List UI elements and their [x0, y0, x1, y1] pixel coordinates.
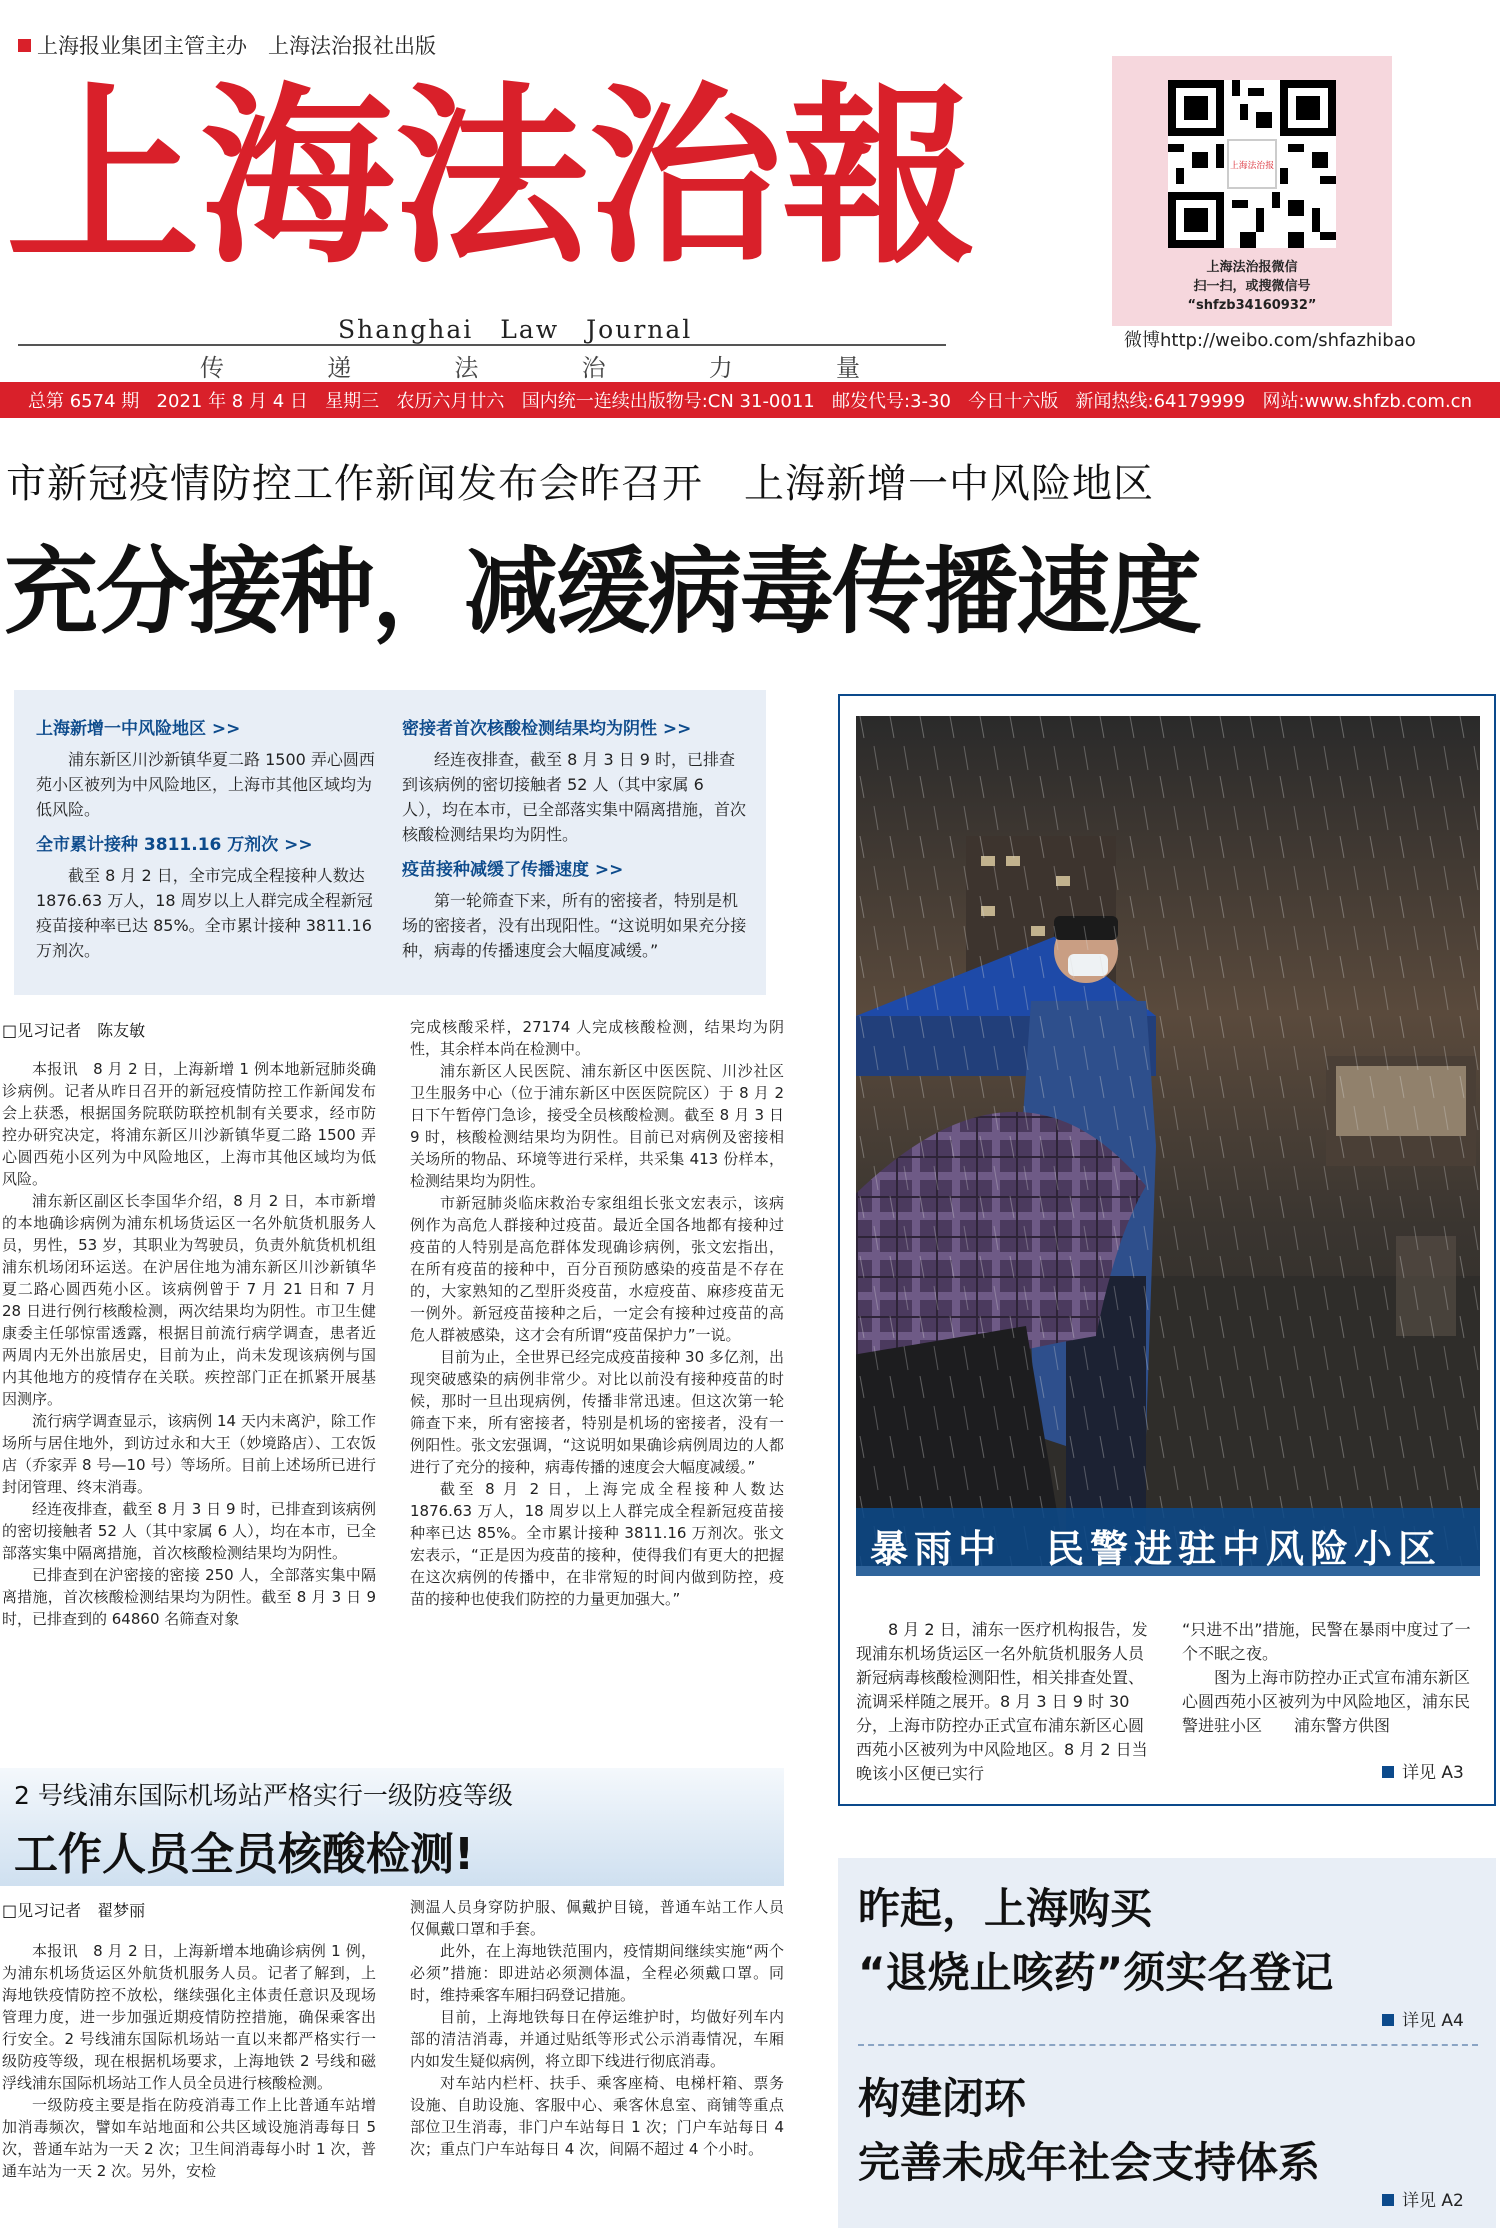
summary-heading[interactable]: 全市累计接种 3811.16 万剂次 >>: [36, 835, 313, 855]
square-bullet-icon: [1382, 2194, 1394, 2206]
slogan-char: 传: [200, 354, 224, 382]
masthead-slogan: [200, 348, 860, 383]
lead-kicker: 市新冠疫情防控工作新闻发布会昨召开 上海新增一中风险地区: [6, 461, 1154, 507]
paragraph: 浦东新区人民医院、浦东新区中医医院、川沙社区卫生服务中心（位于浦东新区中医医院院区）于 8 月 2 日下午暂停门急诊，接受全员核酸检测。截至 8 月 3 日 9 时，核酸检测结果均为阴性。目前已对病例及密接相关场所的物品、环境等进行采样，共采集 413 份样本，检测结果均为阴性。: [410, 1062, 784, 1190]
article1-col2: [410, 1016, 784, 1754]
paragraph: 测温人员身穿防护服、佩戴护目镜，普通车站工作人员仅佩戴口罩和手套。: [410, 1898, 784, 1938]
slogan-char: 递: [327, 354, 352, 382]
article1-byline: □见习记者 陈友敏: [2, 1021, 146, 1040]
article1-col1: [2, 1058, 376, 1754]
qr-logo: 上海法治报: [1230, 161, 1274, 171]
summary-text: 浦东新区川沙新镇华夏二路 1500 弄心圆西苑小区被列为中风险地区，上海市其他区域均为低风险。: [36, 750, 375, 819]
paragraph: 浦东新区副区长李国华介绍，8 月 2 日，本市新增的本地确诊病例为浦东机场货运区一名外航货机服务人员，男性，53 岁，其职业为驾驶员，负责外航货机机组浦东机场闭环运送。在沪居住地为浦东新区川沙新镇华夏二路心圆西苑小区。该病例曾于 7 月 21 日和 7 月 28 日进行例行核酸检测，两次结果均为阴性。市卫生健康委主任邬惊雷透露，根据目前流行病学调查，患者近两周内无外出旅居史，目前为止，尚未发现该病例与国内其他地方的疫情存在关联。疾控部门正在抓紧开展基因测序。: [2, 1192, 376, 1408]
square-bullet-icon: [1382, 1766, 1394, 1778]
lunar-date: 农历六月廿六: [396, 391, 505, 412]
weibo-link[interactable]: 微博http://weibo.com/shfazhibao: [1124, 330, 1416, 351]
paragraph: 完成核酸采样，27174 人完成核酸检测，结果均为阴性，其余样本尚在检测中。: [410, 1018, 784, 1058]
summary-box: [14, 690, 766, 995]
publisher-line: 上海报业集团主管主办 上海法治报社出版: [18, 30, 436, 60]
paragraph: 截至 8 月 2 日，上海完成全程接种人数达 1876.63 万人，18 周岁以上人群完成全程新冠疫苗接种率已达 85%。全市累计接种 3811.16 万剂次。张文宏表示，“正是因为疫苗的接种，使得我们有更大的把握在这次病例的传播中，在非常短的时间内做到防控，疫苗的接种也使我们防控的力量更加强大。”: [410, 1480, 784, 1608]
masthead-title-text: 上海法治報: [6, 65, 976, 290]
story2-title-line1[interactable]: 构建闭环: [858, 2074, 1027, 2123]
summary-heading[interactable]: 疫苗接种减缓了传播速度 >>: [402, 860, 624, 880]
slogan-char: 量: [835, 354, 860, 382]
article2-byline: □见习记者 翟梦丽: [2, 1901, 146, 1920]
paragraph: 已排查到在沪密接的密接 250 人，全部落实集中隔离措施，首次核酸检测结果均为阴性。截至 8 月 3 日 9 时，已排查到的 64860 名筛查对象: [2, 1566, 376, 1628]
story2-title-line2[interactable]: 完善未成年社会支持体系: [858, 2138, 1321, 2187]
see-page-a3[interactable]: 详见 A3: [1382, 1758, 1464, 1783]
masthead-english: Shanghai Law Journal: [338, 315, 693, 344]
photo-police-in-rain: [856, 716, 1480, 1566]
story1-title-line2[interactable]: “退烧止咳药”须实名登记: [858, 1948, 1334, 1997]
summary-text: 第一轮筛查下来，所有的密接者，特别是机场的密接者，没有出现阳性。“这说明如果充分接种，病毒的传播速度会大幅度减缓。”: [402, 891, 747, 960]
paragraph: 对车站内栏杆、扶手、乘客座椅、电梯杆箱、票务设施、自助设施、客服中心、乘客休息室、商铺等重点部位卫生消毒，非门户车站每日 1 次；门户车站每日 4 次；重点门户车站每日 4 次，间隔不超过 4 个小时。: [410, 2074, 784, 2158]
paragraph: 此外，在上海地铁范围内，疫情期间继续实施“两个必须”措施：即进站必须测体温，全程必须戴口罩。同时，维持乘客车厢扫码登记措施。: [410, 1942, 784, 2004]
paragraph: 市新冠肺炎临床救治专家组组长张文宏表示，该病例作为高危人群接种过疫苗。最近全国各地都有接种过疫苗的人特别是高危群体发现确诊病例，张文宏指出，在所有疫苗的接种中，百分百预防感染的疫苗是不存在的，大家熟知的乙型肝炎疫苗，水痘疫苗、麻疹疫苗无一例外。新冠疫苗接种之后，一定会有接种过疫苗的高危人群被感染，这才会有所谓“疫苗保护力”一说。: [410, 1194, 784, 1344]
summary-left: [36, 714, 381, 963]
paragraph: 一级防疫主要是指在防疫消毒工作上比普通车站增加消毒频次，譬如车站地面和公共区域设施消毒每日 5 次，普通车站为一天 2 次；卫生间消毒每小时 1 次，普通车站为一天 2 次。另外，安检: [2, 2096, 376, 2180]
issue-date: 2021 年 8 月 4 日: [156, 391, 308, 412]
summary-text: 截至 8 月 2 日，全市完成全程接种人数达 1876.63 万人，18 周岁以上人群完成全程新冠疫苗接种率已达 85%。全市累计接种 3811.16 万剂次。: [36, 866, 373, 960]
postal-code: 邮发代号:3-30: [832, 391, 951, 412]
article2-col1: [2, 1940, 376, 2226]
photo-note: 图为上海市防控办正式宣布浦东新区心圆西苑小区被列为中风险地区，浦东民警进驻小区 浦东警方供图: [1182, 1668, 1471, 1735]
article2-col2: [410, 1896, 784, 2226]
slogan-char: 力: [708, 354, 733, 382]
summary-heading[interactable]: 上海新增一中风险地区 >>: [36, 719, 241, 739]
summary-right: [402, 714, 747, 963]
summary-heading[interactable]: 密接者首次核酸检测结果均为阴性 >>: [402, 719, 692, 739]
masthead-title: [6, 48, 986, 298]
see-page-a2[interactable]: 详见 A2: [1382, 2186, 1464, 2211]
paragraph: 目前为止，全世界已经完成疫苗接种 30 多亿剂，出现突破感染的病例非常少。对比以前没有接种疫苗的时候，那时一旦出现病例，传播非常迅速。但这次第一轮筛查下来，所有密接者，特别是机场的密接者，没有一例阳性。张文宏强调，“这说明如果确诊病例周边的人都进行了充分的接种，病毒传播的速度会大幅度减缓。”: [410, 1348, 784, 1476]
square-bullet-icon: [1382, 2014, 1394, 2026]
paragraph: 本报讯 8 月 2 日，上海新增本地确诊病例 1 例，为浦东机场货运区外航货机服务人员。记者了解到，上海地铁疫情防控不放松，继续强化主体责任意识及现场管理力度，进一步加强近期疫情防控措施，确保乘客出行安全。2 号线浦东国际机场站一直以来都严格实行一级防疫等级，现在根据机场要求，上海地铁 2 号线和磁浮线浦东国际机场站工作人员全员进行核酸检测。: [2, 1942, 376, 2092]
slogan-char: 法: [454, 354, 479, 382]
paragraph: 流行病学调查显示，该病例 14 天内未离沪，除工作场所与居住地外，到访过永和大王（妙境路店）、工农饭店（乔家弄 8 号—10 号）等场所。目前上述场所已进行封闭管理、终末消毒。: [2, 1412, 376, 1496]
photo-caption: 暴雨中 民警进驻中风险小区: [870, 1526, 1443, 1571]
article2-kicker: 2 号线浦东国际机场站严格实行一级防疫等级: [14, 1781, 513, 1810]
qr-caption: 上海法治报微信 扫一扫，或搜微信号 “shfzb34160932”: [1187, 260, 1317, 313]
story1-title-line1[interactable]: 昨起，上海购买: [858, 1884, 1153, 1933]
hotline: 新闻热线:64179999: [1075, 391, 1246, 412]
info-bar: [0, 382, 1500, 418]
cn-number: 国内统一连续出版物号:CN 31-0011: [521, 391, 815, 412]
stories-divider: [858, 2044, 1478, 2046]
website[interactable]: 网站:www.shfzb.com.cn: [1262, 391, 1472, 412]
paragraph: 目前，上海地铁每日在停运维护时，均做好列车内部的清洁消毒，并通过贴纸等形式公示消毒情况，车厢内如发生疑似病例，将立即下线进行彻底消毒。: [410, 2008, 784, 2070]
article2-headline: 工作人员全员核酸检测!: [14, 1829, 475, 1880]
paragraph: 经连夜排查，截至 8 月 3 日 9 时，已排查到该病例的密切接触者 52 人（其中家属 6 人），均在本市，已全部落实集中隔离措施，首次核酸检测结果均为阴性。: [2, 1500, 376, 1562]
slogan-char: 治: [581, 354, 606, 382]
summary-text: 经连夜排查，截至 8 月 3 日 9 时，已排查到该病例的密切接触者 52 人（其中家属 6 人），均在本市，已全部落实集中隔离措施，首次核酸检测结果均为阴性。: [402, 750, 747, 844]
photo-text-left: 8 月 2 日，浦东一医疗机构报告，发现浦东机场货运区一名外航货机服务人员新冠病毒核酸检测阳性，相关排查处置、流调采样随之展开。8 月 3 日 9 时 30 分，上海市防控办正式宣布浦东新区心圆西苑小区被列为中风险地区。8 月 2 日当晚该小区便已实行: [856, 1620, 1148, 1783]
issue-number: 总第 6574 期: [28, 391, 140, 412]
lead-headline: 充分接种，减缓病毒传播速度: [4, 538, 1201, 647]
see-page-a4[interactable]: 详见 A4: [1382, 2006, 1464, 2031]
photo-text-right: “只进不出”措施，民警在暴雨中度过了一个不眠之夜。 图为上海市防控办正式宣布浦东新区心圆西苑小区被列为中风险地区，浦东民警进驻小区 浦东警方供图: [1182, 1618, 1482, 1738]
page-count: 今日十六版: [968, 391, 1059, 412]
qr-code-icon[interactable]: [1168, 80, 1336, 248]
paragraph: 本报讯 8 月 2 日，上海新增 1 例本地新冠肺炎确诊病例。记者从昨日召开的新冠疫情防控工作新闻发布会上获悉，根据国务院联防联控机制有关要求，经市防控办研究决定，将浦东新区川沙新镇华夏二路 1500 弄心圆西苑小区列为中风险地区，上海市其他区域均为低风险。: [2, 1060, 376, 1188]
masthead-rule: [18, 344, 946, 346]
weekday: 星期三: [325, 391, 380, 412]
